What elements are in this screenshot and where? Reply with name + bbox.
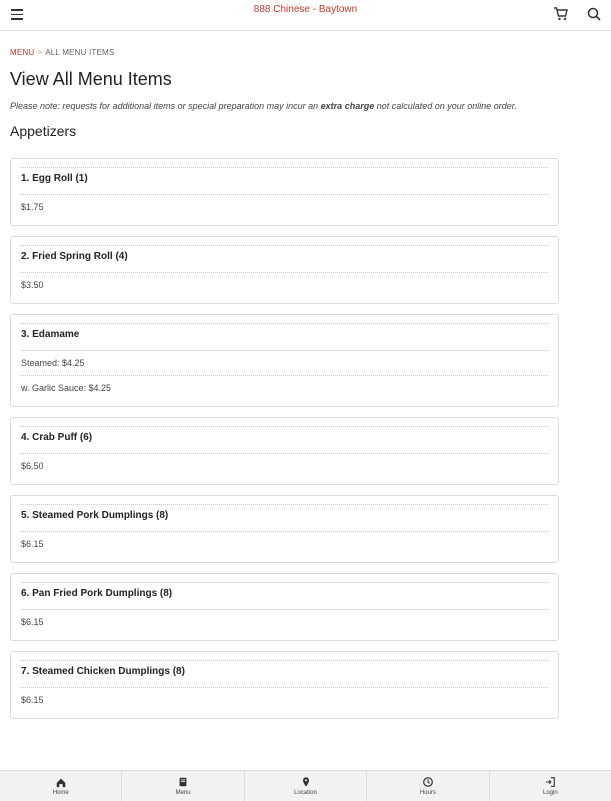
cart-icon[interactable] [553,6,569,22]
breadcrumb-current: ALL MENU ITEMS [45,48,115,57]
nav-tab-location[interactable] [245,771,367,801]
nav-tab-label: Login [542,790,558,796]
menu-item-name[interactable]: 3. Edamame [21,329,80,340]
menu-item-card[interactable] [10,573,559,641]
restaurant-title[interactable]: 888 Chinese - Baytown [253,4,358,15]
breadcrumb-menu-link[interactable]: MENU [10,48,35,57]
nav-tab-label: Home [52,790,69,796]
menu-item-price: $6.15 [21,609,548,634]
top-bar [0,0,611,31]
menu-item-list [10,158,559,729]
clock-icon [422,776,434,788]
menu-book-icon [177,776,189,788]
menu-item-price: $3.50 [21,272,548,297]
menu-item-name[interactable]: 2. Fried Spring Roll (4) [21,251,128,262]
menu-item-price: Steamed: $4.25 [21,350,548,375]
nav-tab-home[interactable] [0,771,122,801]
menu-item-name[interactable]: 7. Steamed Chicken Dumplings (8) [21,666,185,677]
location-pin-icon [300,776,312,788]
menu-item-card[interactable] [10,495,559,563]
menu-item-card[interactable] [10,651,559,719]
menu-item-price: $1.75 [21,194,548,219]
page-title: View All Menu Items [10,69,172,89]
menu-item-card[interactable] [10,314,559,407]
menu-item-price: w. Garlic Sauce: $4.25 [21,375,548,400]
section-title-appetizers: Appetizers [10,123,77,139]
login-icon [544,776,556,788]
menu-item-name[interactable]: 1. Egg Roll (1) [21,173,88,184]
breadcrumb [10,48,114,57]
nav-tab-login[interactable] [490,771,611,801]
nav-tab-label: Hours [419,790,436,796]
menu-item-card[interactable] [10,417,559,485]
bottom-nav [0,770,611,801]
nav-tab-label: Location [294,790,317,796]
menu-item-name[interactable]: 4. Crab Puff (6) [21,432,93,443]
menu-item-price: $6.50 [21,453,548,478]
menu-item-name[interactable]: 6. Pan Fried Pork Dumplings (8) [21,588,173,599]
menu-item-card[interactable] [10,236,559,304]
menu-item-card[interactable] [10,158,559,226]
nav-tab-hours[interactable] [367,771,489,801]
home-icon [55,776,67,788]
special-request-note: Please note: requests for additional items or special preparation may incur an extra charge not calculated on your online order. [10,101,517,111]
menu-item-price: $6.15 [21,531,548,556]
nav-tab-label: Menu [175,790,191,796]
menu-item-price: $6.15 [21,687,548,712]
menu-item-name[interactable]: 5. Steamed Pork Dumplings (8) [21,510,169,521]
nav-tab-menu[interactable] [122,771,244,801]
breadcrumb-separator: > [37,48,43,57]
search-icon[interactable] [586,6,602,22]
